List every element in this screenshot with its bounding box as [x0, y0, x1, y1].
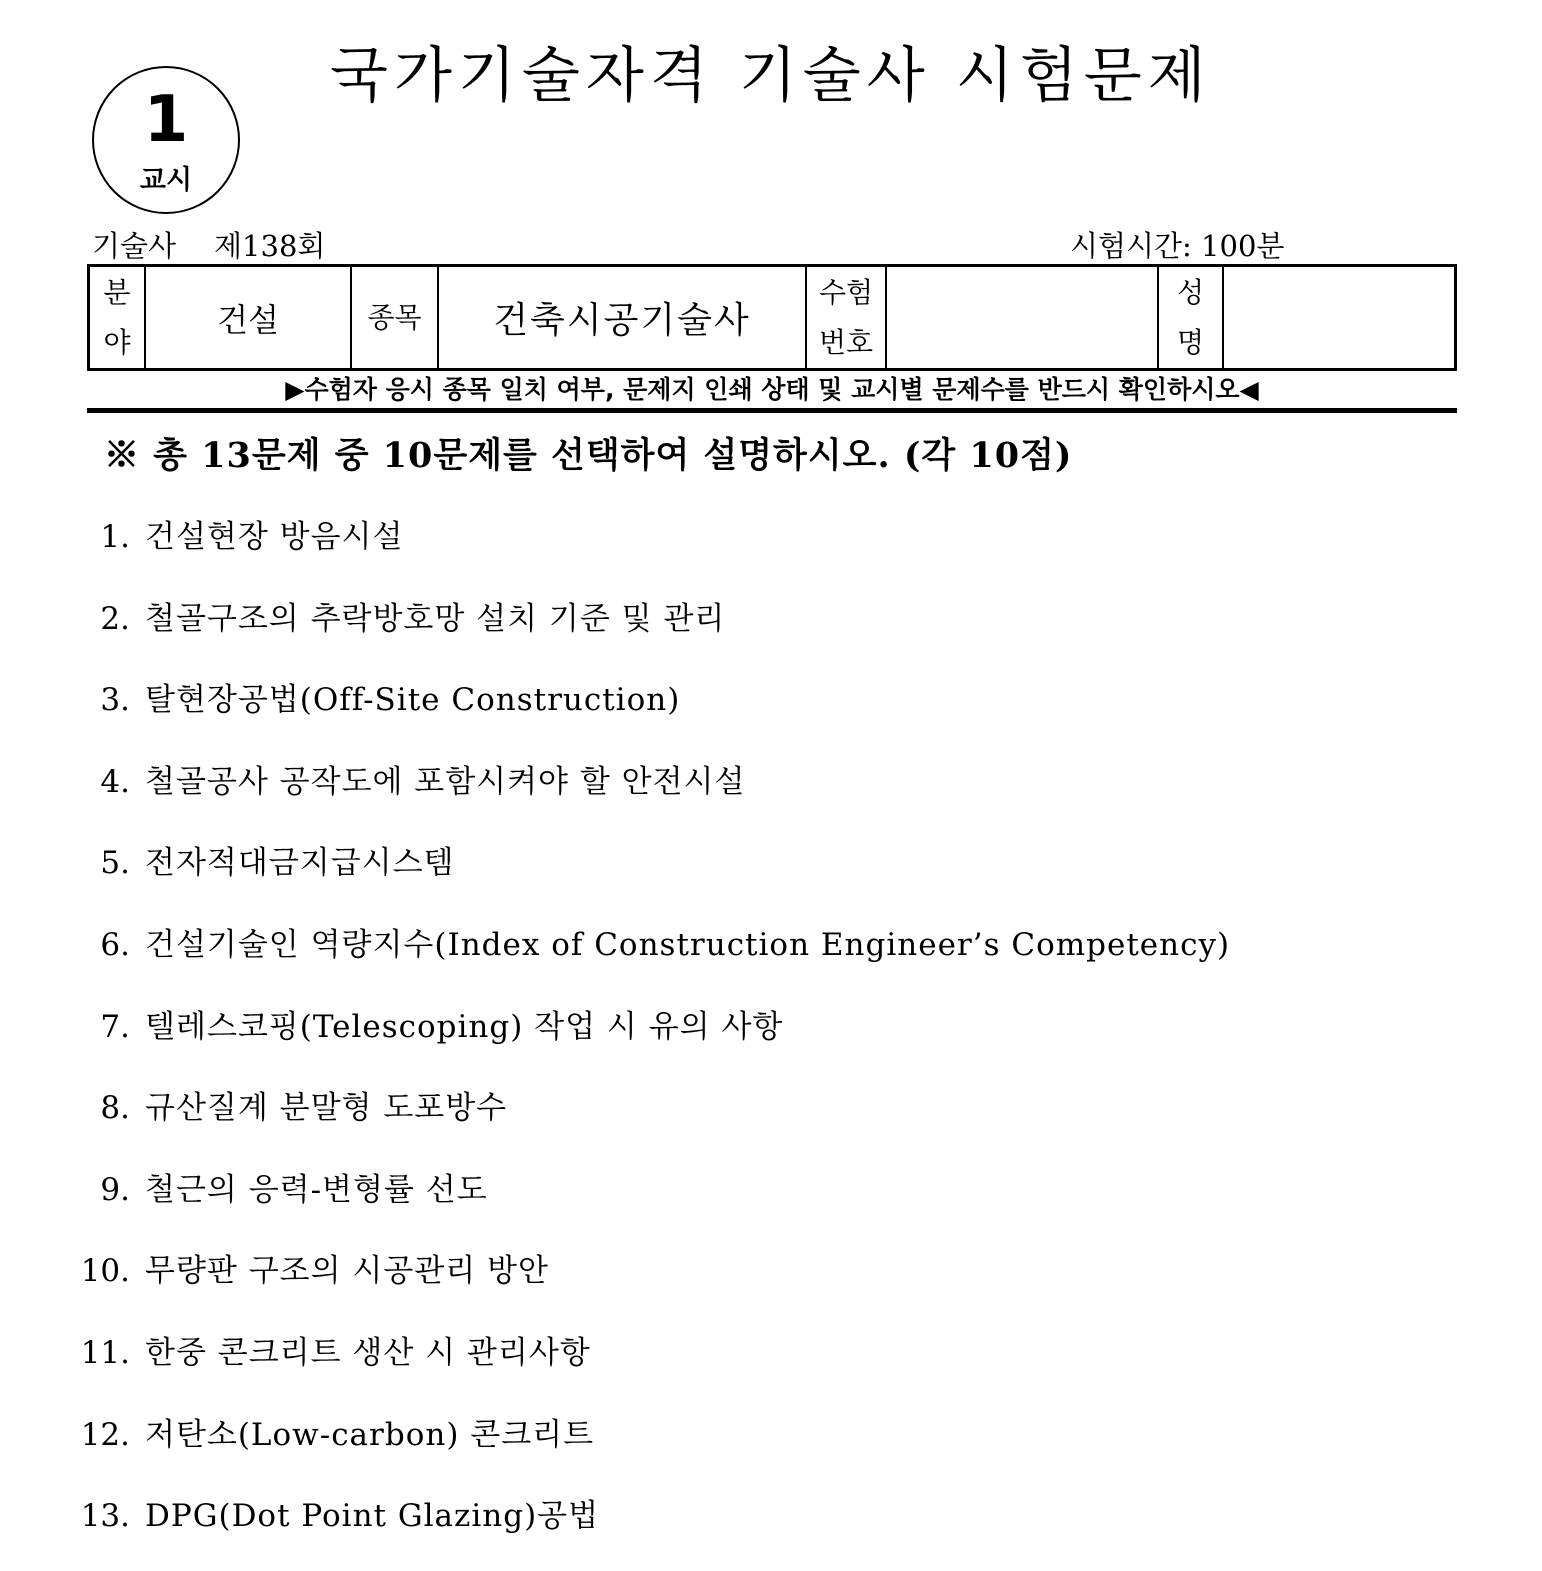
session-number: 1 — [143, 82, 189, 157]
page-title: 국가기술자격 기술사 시험문제 — [330, 41, 1212, 111]
question-number: 9. — [100, 1171, 130, 1208]
question-item — [0, 1000, 1542, 1082]
question-text: 텔레스코핑(Telescoping) 작업 시 유의 사항 — [145, 1008, 784, 1045]
question-number: 1. — [100, 519, 130, 555]
question-text: 탈현장공법(Off-Site Construction) — [145, 682, 681, 719]
exam-duration: 시험시간: 100분 — [1070, 229, 1285, 263]
exam-number-label-cell — [806, 266, 886, 370]
name-label-cell — [1158, 266, 1223, 370]
question-number: 11. — [80, 1334, 130, 1371]
question-number: 5. — [100, 845, 130, 882]
question-text: 규산질계 분말형 도포방수 — [145, 1090, 508, 1127]
exam-meta-left — [92, 224, 325, 265]
question-text: 철근의 응력-변형률 선도 — [145, 1171, 488, 1208]
question-item — [0, 1489, 1542, 1571]
question-item — [0, 1081, 1542, 1163]
question-item — [0, 592, 1542, 674]
question-number: 12. — [80, 1416, 130, 1453]
question-text: 저탄소(Low-carbon) 콘크리트 — [145, 1416, 595, 1453]
question-number: 3. — [100, 682, 130, 719]
exam-type: 기술사 — [92, 229, 177, 263]
question-text: 건설현장 방음시설 — [145, 519, 404, 555]
question-number: 13. — [80, 1498, 130, 1535]
question-text: DPG(Dot Point Glazing)공법 — [145, 1498, 600, 1535]
question-item — [0, 1326, 1542, 1408]
exam-round: 제138회 — [214, 229, 326, 263]
exam-number-field[interactable] — [886, 266, 1158, 370]
exam-number-label-2: 번호 — [818, 325, 874, 359]
instruction-text: ※ 총 13문제 중 10문제를 선택하여 설명하시오. (각 10점) — [104, 435, 1073, 476]
question-item — [0, 1163, 1542, 1245]
name-label-2: 명 — [1176, 325, 1205, 359]
name-label-1: 성 — [1176, 275, 1205, 309]
question-text: 한중 콘크리트 생산 시 관리사항 — [145, 1334, 591, 1371]
field-value: 건설 — [145, 266, 351, 370]
question-item — [0, 836, 1542, 918]
question-item — [0, 1244, 1542, 1326]
category-value: 건축시공기술사 — [438, 266, 806, 370]
question-list — [0, 510, 1542, 1571]
field-label-2: 야 — [103, 325, 131, 359]
field-label-cell — [89, 266, 146, 370]
question-item — [0, 755, 1542, 837]
question-number: 8. — [100, 1090, 130, 1127]
exam-number-label-1: 수험 — [818, 275, 874, 309]
session-badge — [92, 66, 240, 214]
question-item — [0, 673, 1542, 755]
question-item — [0, 918, 1542, 1000]
session-label: 교시 — [139, 164, 193, 196]
question-text: 무량판 구조의 시공관리 방안 — [145, 1253, 549, 1290]
notice-banner: ▶수험자 응시 종목 일치 여부, 문제지 인쇄 상태 및 교시별 문제수를 반드시 확인하시오◀ — [87, 373, 1457, 413]
question-text: 철골구조의 추락방호망 설치 기준 및 관리 — [145, 600, 726, 637]
question-number: 2. — [100, 600, 130, 637]
question-text: 철골공사 공작도에 포함시켜야 할 안전시설 — [145, 763, 746, 800]
candidate-info-table — [87, 264, 1457, 371]
question-number: 6. — [100, 926, 130, 963]
name-field[interactable] — [1223, 266, 1456, 370]
question-number: 10. — [80, 1253, 130, 1290]
question-item — [0, 510, 1542, 592]
question-text: 건설기술인 역량지수(Index of Construction Engineer’s Competency) — [145, 926, 1231, 963]
question-item — [0, 1408, 1542, 1490]
question-number: 4. — [100, 763, 130, 800]
question-text: 전자적대금지급시스템 — [145, 845, 455, 882]
category-label: 종목 — [351, 266, 438, 370]
field-label-1: 분 — [103, 275, 131, 309]
question-number: 7. — [100, 1008, 130, 1045]
